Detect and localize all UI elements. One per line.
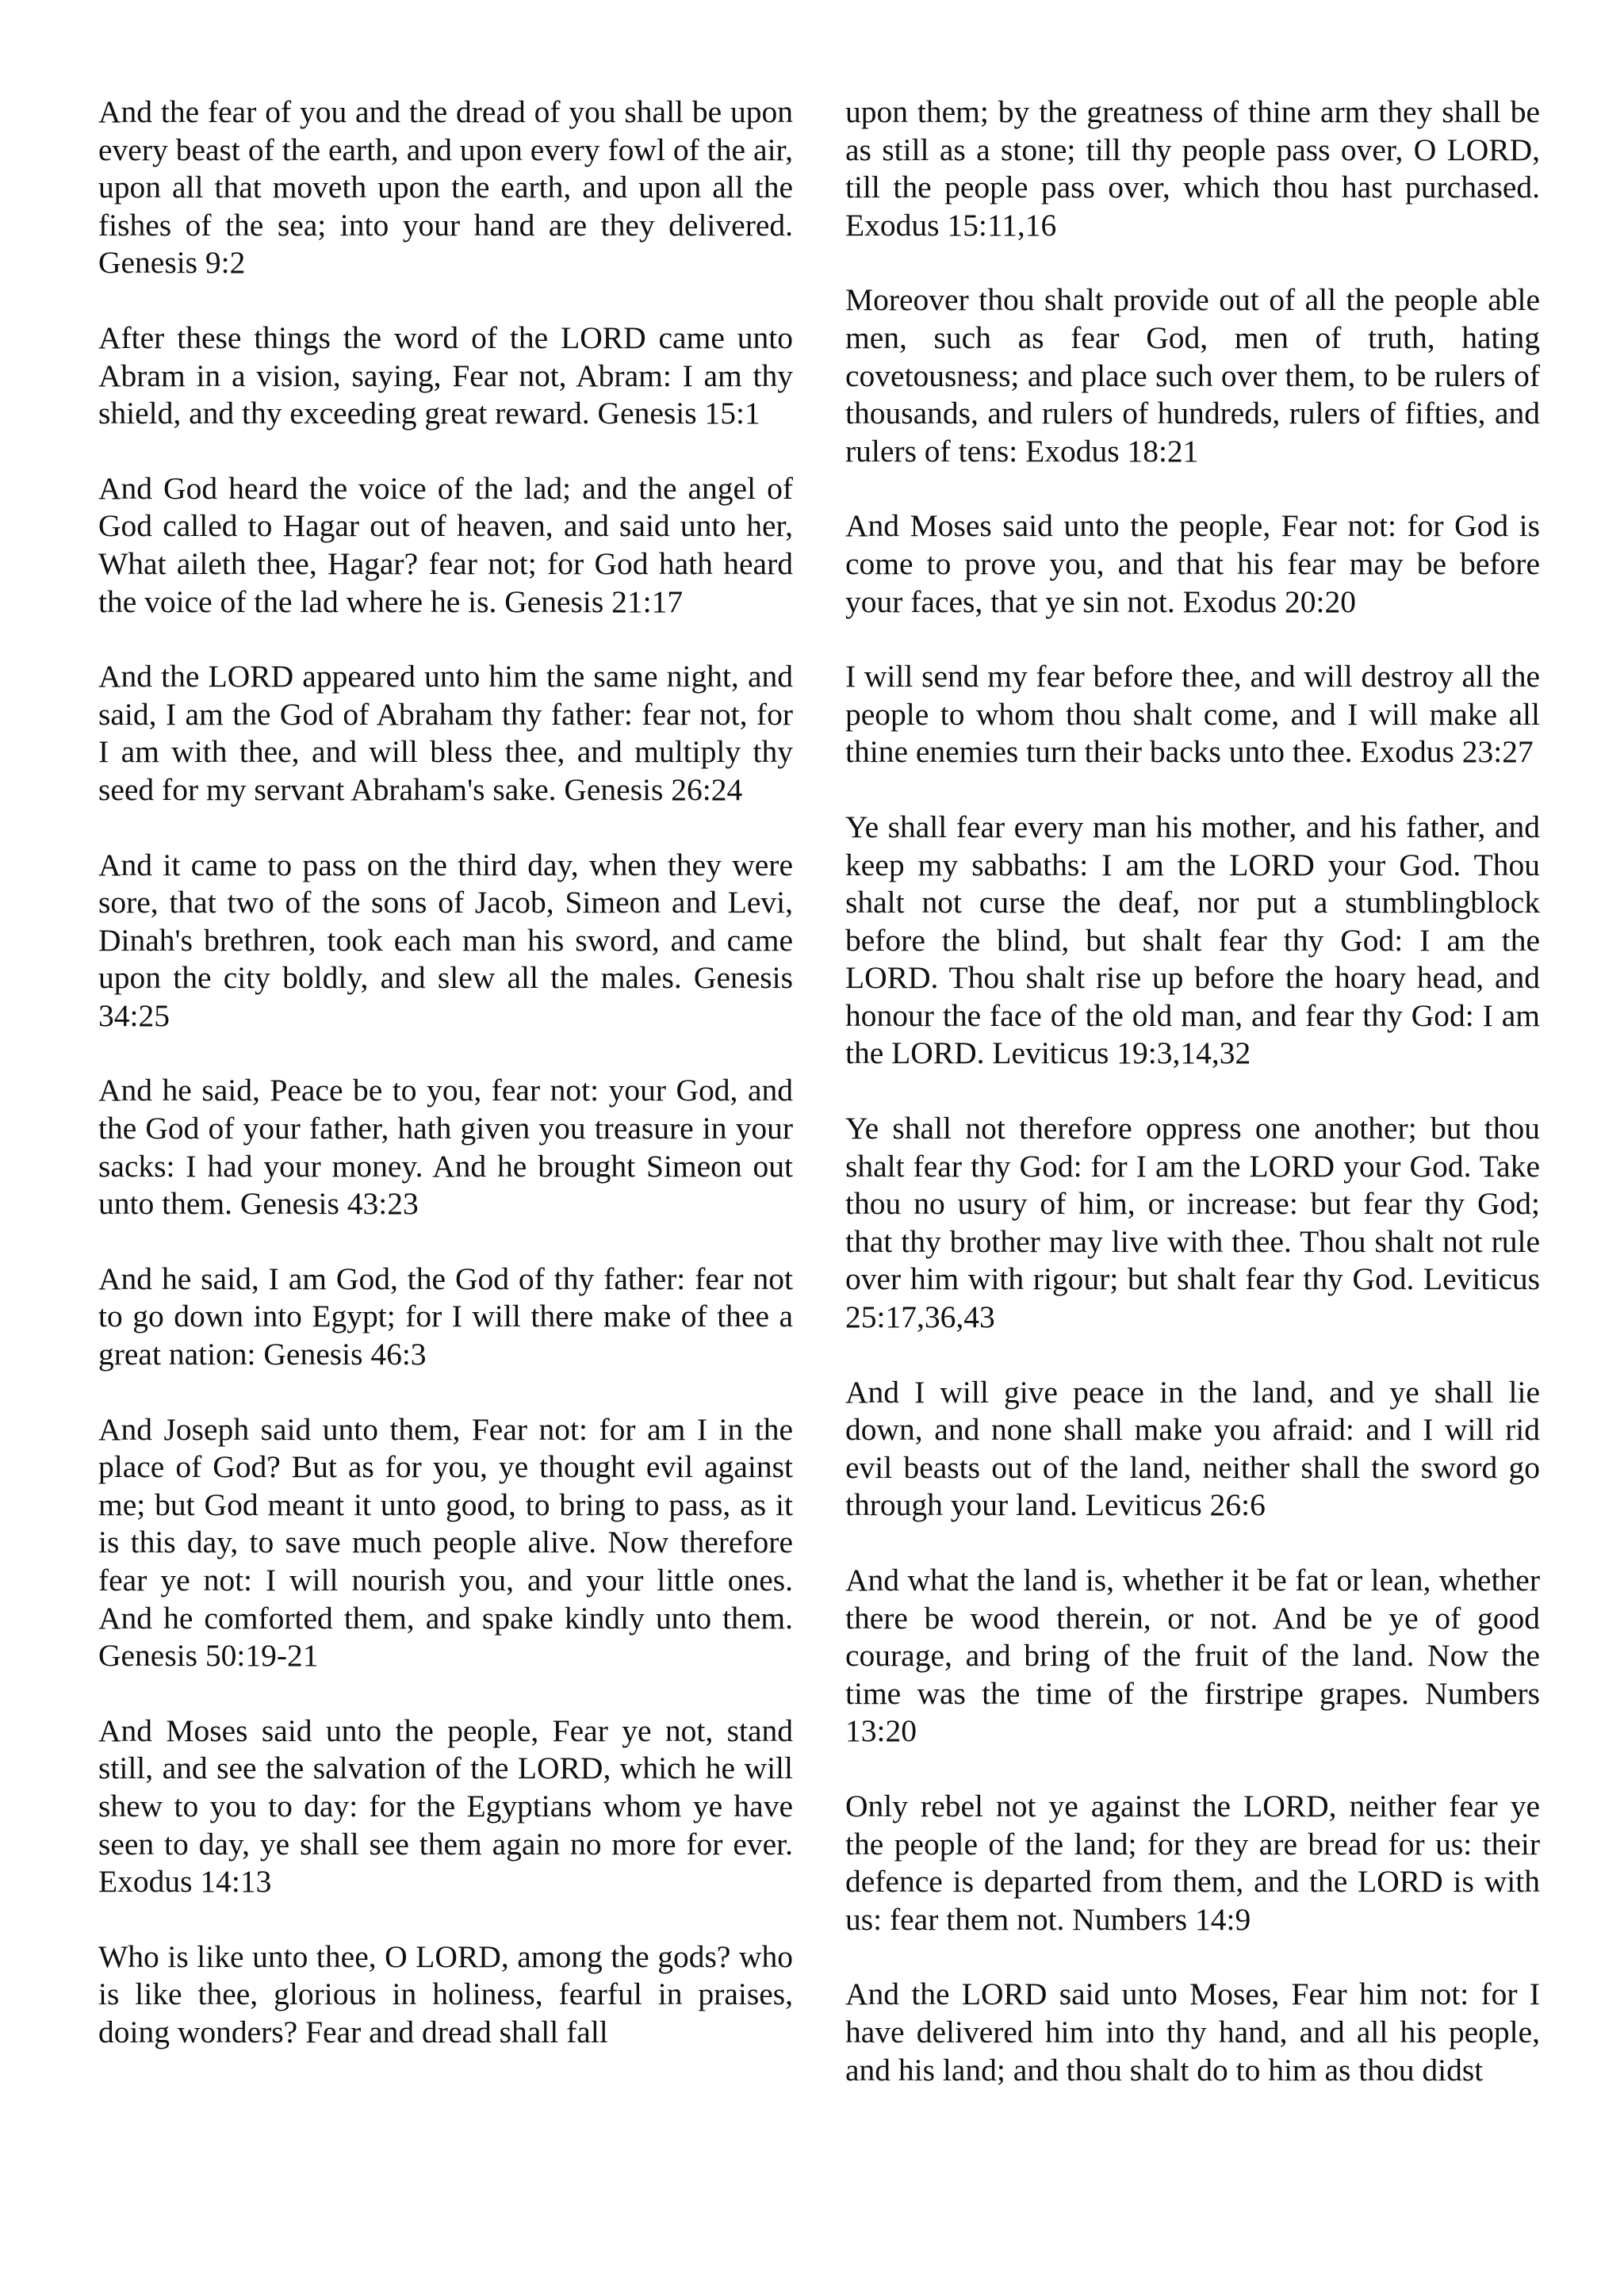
verse-paragraph: After these things the word of the LORD came unto Abram in a vision, saying, Fear not, Abram: I am thy shield, and thy exceeding great reward. Genesis 15:1 <box>98 320 793 431</box>
verse-paragraph: And Joseph said unto them, Fear not: for am I in the place of God? But as for you, ye thought evil against me; but God meant it unto good, to bring to pass, as it is this day, to save much people alive. Now therefore fear ye not: I will nourish you, and your little ones. And he comforted them, and spake kindly unto them. Genesis 50:19-21 <box>98 1411 793 1674</box>
verse-paragraph: And he said, Peace be to you, fear not: your God, and the God of your father, hath given you treasure in your sacks: I had your money. And he brought Simeon out unto them. Genesis 43:23 <box>98 1073 793 1222</box>
verse-paragraph: And I will give peace in the land, and ye shall lie down, and none shall make you afraid: and I will rid evil beasts out of the land, neither shall the sword go through your land. Leviticus 26:6 <box>845 1374 1540 1523</box>
verse-paragraph: Moreover thou shalt provide out of all the people able men, such as fear God, men of truth, hating covetousness; and place such over them, to be rulers of thousands, and rulers of hundreds, rulers of fifties, and rulers of tens: Exodus 18:21 <box>845 282 1540 469</box>
verse-paragraph: Who is like unto thee, O LORD, among the gods? who is like thee, glorious in holiness, fearful in praises, doing wonders? Fear and dread shall fall <box>98 1938 793 2049</box>
verse-paragraph: And God heard the voice of the lad; and the angel of God called to Hagar out of heaven, and said unto her, What aileth thee, Hagar? fear not; for God hath heard the voice of the lad where he is. Genesis 21:17 <box>98 470 793 619</box>
left-column <box>98 94 793 2052</box>
verse-paragraph: Ye shall fear every man his mother, and his father, and keep my sabbaths: I am the LORD your God. Thou shalt not curse the deaf, nor put a stumblingblock before the blind, but shalt fear thy God: I am the LORD. Thou shalt rise up before the hoary head, and honour the face of the old man, and fear thy God: I am the LORD. Leviticus 19:3,14,32 <box>845 809 1540 1071</box>
verse-paragraph: And the LORD said unto Moses, Fear him not: for I have delivered him into thy hand, and all his people, and his land; and thou shalt do to him as thou didst <box>845 1976 1540 2087</box>
right-column <box>845 94 1540 2089</box>
verse-paragraph: And it came to pass on the third day, when they were sore, that two of the sons of Jacob, Simeon and Levi, Dinah's brethren, took each man his sword, and came upon the city boldly, and slew all the males. Genesis 34:25 <box>98 847 793 1033</box>
verse-paragraph: And the LORD appeared unto him the same night, and said, I am the God of Abraham thy father: fear not, for I am with thee, and will bless thee, and multiply thy seed for my servant Abraham's sake. Genesis 26:24 <box>98 659 793 807</box>
verse-paragraph: And Moses said unto the people, Fear not: for God is come to prove you, and that his fear may be before your faces, that ye sin not. Exodus 20:20 <box>845 508 1540 619</box>
verse-paragraph: And the fear of you and the dread of you shall be upon every beast of the earth, and upon every fowl of the air, upon all that moveth upon the earth, and upon all the fishes of the sea; into your hand are they delivered. Genesis 9:2 <box>98 94 793 281</box>
verse-paragraph: And what the land is, whether it be fat or lean, whether there be wood therein, or not. And be ye of good courage, and bring of the fruit of the land. Now the time was the time of the firstripe grapes. Numbers 13:20 <box>845 1563 1540 1749</box>
verse-paragraph: I will send my fear before thee, and will destroy all the people to whom thou shalt come, and I will make all thine enemies turn their backs unto thee. Exodus 23:27 <box>845 659 1540 770</box>
verse-paragraph: And he said, I am God, the God of thy father: fear not to go down into Egypt; for I will there make of thee a great nation: Genesis 46:3 <box>98 1261 793 1372</box>
verse-paragraph: And Moses said unto the people, Fear ye not, stand still, and see the salvation of the LORD, which he will shew to you to day: for the Egyptians whom ye have seen to day, ye shall see them again no more for ever. Exodus 14:13 <box>98 1712 793 1900</box>
verse-paragraph: upon them; by the greatness of thine arm they shall be as still as a stone; till thy people pass over, O LORD, till the people pass over, which thou hast purchased. Exodus 15:11,16 <box>845 94 1540 243</box>
verse-paragraph: Ye shall not therefore oppress one another; but thou shalt fear thy God: for I am the LORD your God. Take thou no usury of him, or increase: but fear thy God; that thy brother may live with thee. Thou shalt not rule over him with rigour; but shalt fear thy God. Leviticus 25:17,36,43 <box>845 1111 1540 1335</box>
verse-paragraph: Only rebel not ye against the LORD, neither fear ye the people of the land; for they are bread for us: their defence is departed from them, and the LORD is with us: fear them not. Numbers 14:9 <box>845 1788 1540 1937</box>
